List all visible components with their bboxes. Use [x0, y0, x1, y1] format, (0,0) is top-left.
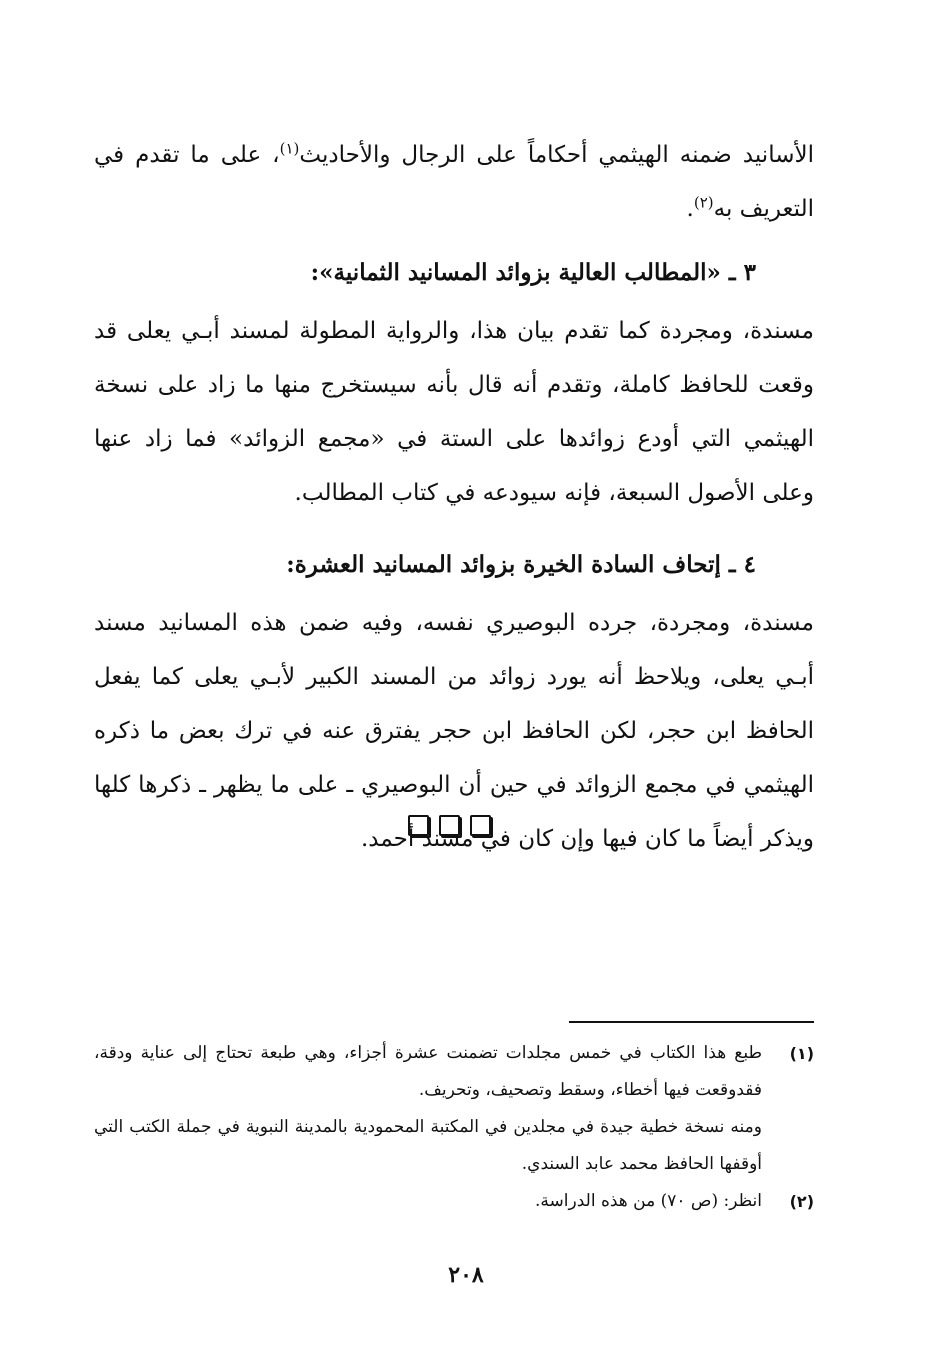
- paragraph-1-continuation: ، على ما تقدم في التعريف به: [94, 142, 814, 222]
- paragraph-2: مسندة، ومجردة كما تقدم بيان هذا، والرواية المطولة لمسند أبـي يعلى قد وقعت للحافظ كاملة، وتقدم أنه قال بأنه سيستخرج منها ما زاد على نسخة الهيثمي التي أودع زوائدها على الستة في «مجمع الزوائد» فما زاد عنها وعلى الأصول السبعة، فإنه سيودعه في كتاب المطالب.: [94, 318, 814, 506]
- footnote-line: انظر: (ص ٧٠) من هذه الدراسة.: [535, 1191, 762, 1211]
- section-separator: [408, 815, 504, 839]
- separator-box: [470, 815, 491, 836]
- footnote-number: (١): [789, 1044, 814, 1063]
- footnotes: [94, 1035, 814, 1220]
- main-text: [94, 128, 814, 866]
- page-number: ٢٠٨: [448, 1262, 484, 1288]
- footnote-2: [94, 1183, 814, 1220]
- footnote-line: طبع هذا الكتاب في خمس مجلدات تضمنت عشرة أجزاء، وهي طبعة تحتاج إلى عناية ودقة، فقدوقعت فيها أخطاء، وسقط وتصحيف، وتحريف.: [94, 1043, 762, 1100]
- heading-3: ٣ ـ «المطالب العالية بزوائد المسانيد الثمانية»:: [310, 259, 756, 286]
- paragraph-1-text: الأسانيد ضمنه الهيثمي أحكاماً على الرجال والأحاديث: [299, 142, 814, 168]
- footnote-rule: [569, 1021, 814, 1023]
- footnote-body: [94, 1183, 762, 1220]
- heading-4: ٤ ـ إتحاف السادة الخيرة بزوائد المسانيد العشرة:: [286, 551, 756, 578]
- footnote-ref-2[interactable]: (٢): [693, 193, 714, 212]
- footnote-ref-1[interactable]: (١): [279, 139, 300, 158]
- separator-box: [408, 815, 429, 836]
- footnote-body: [94, 1035, 762, 1183]
- paragraph-1: [94, 128, 814, 236]
- separator-box: [439, 815, 460, 836]
- paragraph-1-end: .: [686, 196, 694, 222]
- footnote-1: [94, 1035, 814, 1183]
- footnote-number: (٢): [789, 1192, 814, 1211]
- footnote-line: ومنه نسخة خطية جيدة في مجلدين في المكتبة المحمودية بالمدينة النبوية في جملة الكتب التي أوقفها الحافظ محمد عابد السندي.: [94, 1117, 762, 1174]
- paragraph-3: مسندة، ومجردة، جرده البوصيري نفسه، وفيه ضمن هذه المسانيد مسند أبـي يعلى، ويلاحظ أنه يورد زوائد من المسند الكبير لأبـي يعلى كما يفعل الحافظ ابن حجر، لكن الحافظ ابن حجر يفترق عنه في ترك بعض ما ذكره الهيثمي في مجمع الزوائد في حين أن البوصيري ـ على ما يظهر ـ ذكرها كلها ويذكر أيضاً ما كان فيها وإن كان في مسند أحمد.: [94, 610, 814, 852]
